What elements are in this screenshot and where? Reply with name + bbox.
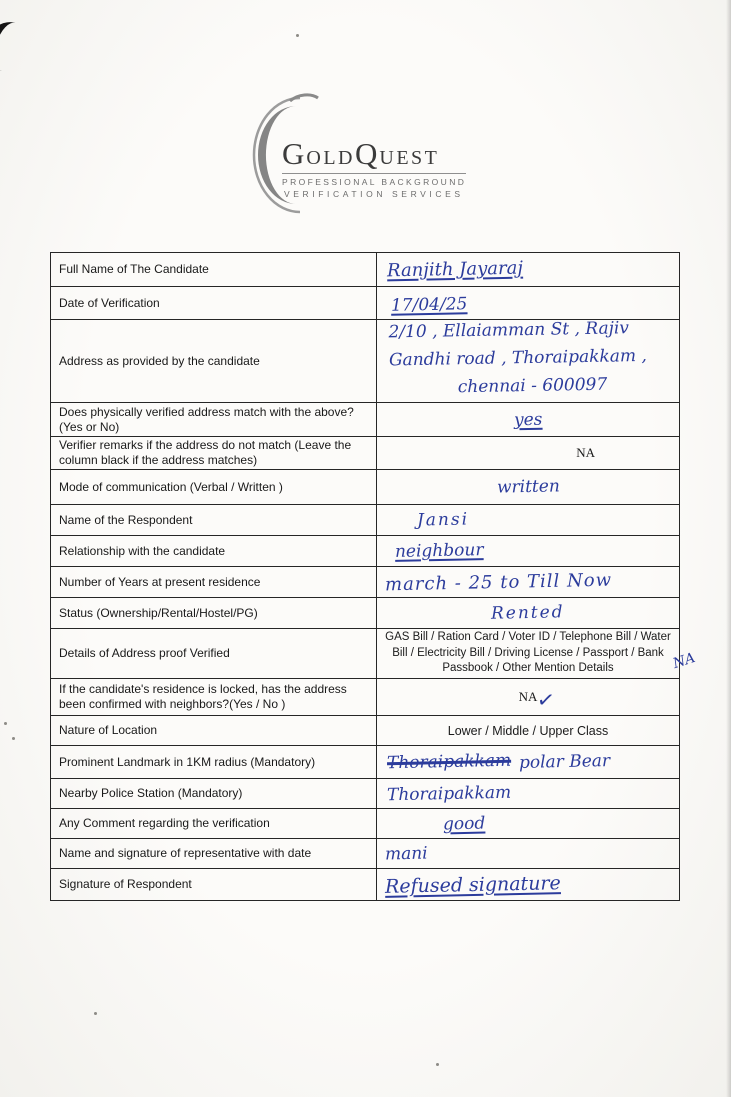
form-row [51,716,679,746]
scan-speck [436,1063,439,1066]
field-value [377,809,679,838]
address-line: Gandhi road , Thoraipakkam , [388,345,648,371]
field-label: Does physically verified address match with the above? (Yes or No) [51,403,377,436]
check-mark: ✓ [535,686,557,714]
page-edge-shadow [726,0,731,1097]
field-label: If the candidate's residence is locked, has the address been confirmed with neighbors?(Yes / No ) [51,679,377,715]
handwritten-value: polar Bear [518,751,611,773]
field-label: Nature of Location [51,716,377,745]
brand-tagline [282,173,466,199]
brand-letter-g: G [282,136,307,171]
field-value [377,839,679,868]
field-label: Details of Address proof Verified [51,629,377,678]
field-label: Name and signature of representative with date [51,839,377,868]
form-row [51,679,679,716]
handwritten-value: good [442,813,486,834]
verification-table [50,252,697,901]
field-label: Prominent Landmark in 1KM radius (Mandatory) [51,746,377,778]
printed-value: Lower / Middle / Upper Class [447,723,609,738]
handwritten-value: 17/04/25 [390,294,468,316]
handwritten-annotation: NA [670,649,697,673]
brand-word-quest: UEST [379,147,440,169]
field-label: Status (Ownership/Rental/Hostel/PG) [51,598,377,628]
handwritten-value [376,313,679,402]
handwritten-value: written [496,476,560,498]
form-row [51,779,679,809]
field-value [377,679,679,715]
form-row [51,320,679,403]
scan-speck [12,737,15,740]
field-label: Name of the Respondent [51,505,377,535]
form-row [51,809,679,839]
form-row [51,629,697,679]
form-row [51,437,679,470]
address-line: chennai - 600097 [457,374,608,398]
handwritten-value: Jansi [416,509,470,531]
field-label: Nearby Police Station (Mandatory) [51,779,377,808]
field-value [377,470,679,504]
brand-name [282,136,466,172]
handwritten-value: Ranjith Jayaraj [386,257,524,282]
form-row [51,839,679,869]
form-row [51,746,679,779]
field-label: Mode of communication (Verbal / Written ) [51,470,377,504]
field-value [377,869,679,900]
field-value [377,505,679,535]
tagline-line1: PROFESSIONAL BACKGROUND [282,177,467,187]
form-row [51,505,679,536]
field-label: Relationship with the candidate [51,536,377,566]
printed-value: GAS Bill / Ration Card / Voter ID / Telephone Bill / Water Bill / Electricity Bill / Driving License / Passport / Bank Passbook / Other Mention Details [385,631,671,675]
handwritten-value-struck: Thoraipakkam [386,750,512,774]
form-row [51,869,679,900]
field-value [377,779,679,808]
handwritten-value: Thoraipakkam [386,782,512,805]
form-row [51,470,679,505]
brand-word-gold: OLD [306,147,355,169]
form-row [51,536,679,567]
form-row [51,253,679,287]
address-line: 2/10 , Ellaiamman St , Rajiv [388,318,630,343]
field-value [377,403,679,436]
form-row [51,598,679,629]
form-row [51,567,679,598]
field-value [377,746,679,778]
field-label: Number of Years at present residence [51,567,377,597]
field-value [377,598,679,628]
field-value [377,629,697,678]
handwritten-value: Rented [491,602,565,624]
tagline-line2: VERIFICATION SERVICES [284,189,464,199]
handwritten-value: neighbour [394,540,484,562]
field-label: Date of Verification [51,287,377,319]
field-label: Signature of Respondent [51,869,377,900]
handwritten-value: march - 25 to Till Now [384,569,613,595]
field-label: Address as provided by the candidate [51,320,377,402]
handwritten-value: yes [513,409,543,430]
field-value [377,567,679,597]
brand-letter-q: Q [355,136,380,171]
field-value [377,320,679,402]
field-label: Full Name of The Candidate [51,253,377,286]
field-label: Any Comment regarding the verification [51,809,377,838]
field-value [377,716,679,745]
form-row [51,403,679,437]
handwritten-value: mani [384,843,428,864]
brand-logo [222,92,532,222]
scan-smudge [0,17,38,78]
scan-speck [94,1012,97,1015]
field-value [377,437,679,469]
field-label: Verifier remarks if the address do not match (Leave the column black if the address matches) [51,437,377,469]
field-value [377,253,679,286]
printed-value: NA [518,689,538,704]
handwritten-value: Refused signature [384,871,561,898]
field-value [377,536,679,566]
brand-text-block [282,136,466,199]
scan-speck [4,722,7,725]
scan-speck [296,34,299,37]
printed-value: NA [576,445,595,460]
